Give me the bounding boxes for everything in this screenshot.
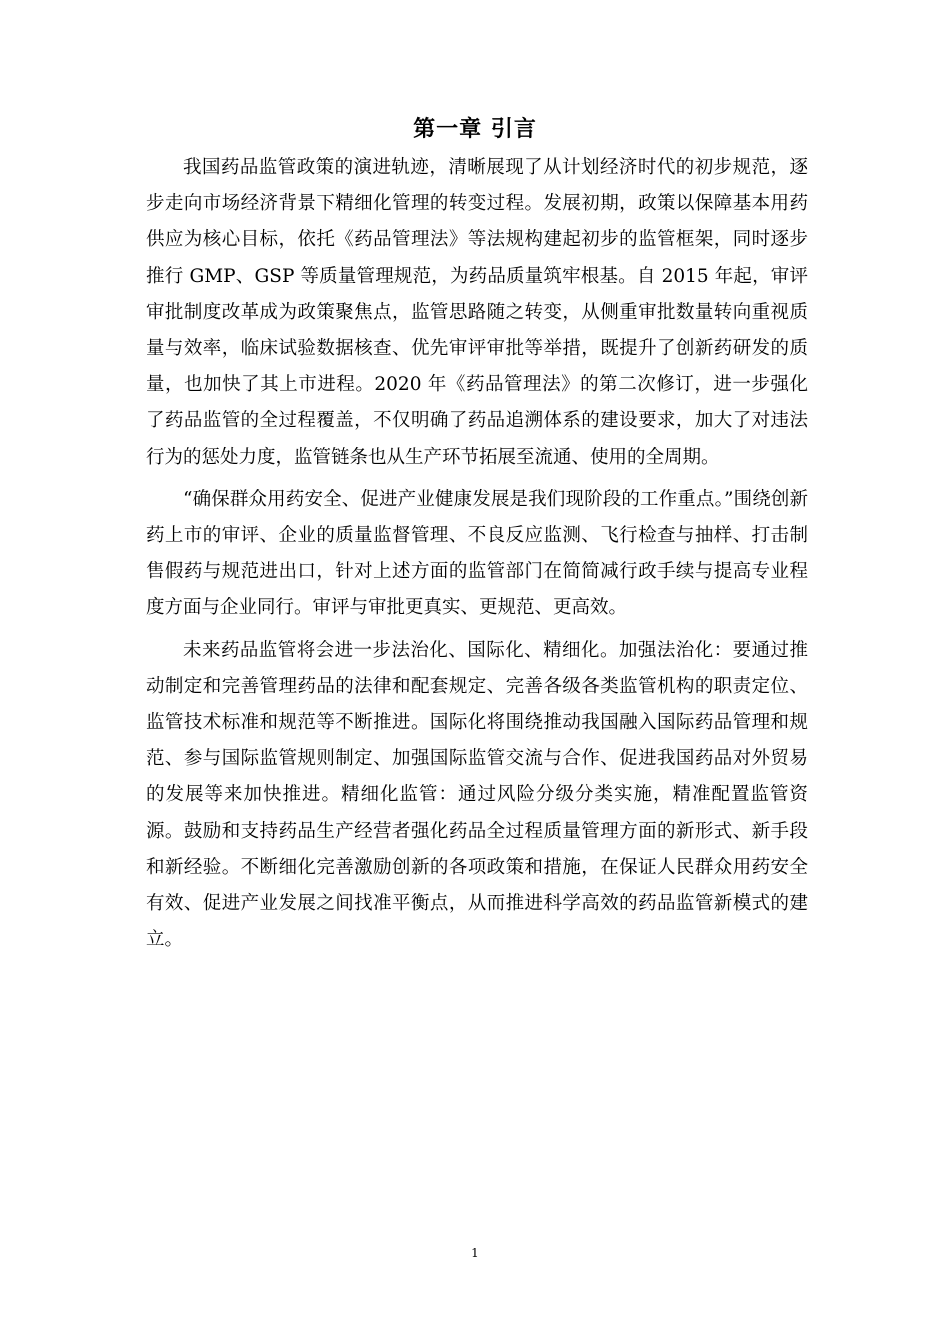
- paragraph-future-regulation: 未来药品监管将会进一步法治化、国际化、精细化。加强法治化：要通过推动制定和完善管理药品的法律和配套规定、完善各级各类监管机构的职责定位、监管技术标准和规范等不断推进。国际化将围绕推动我国融入国际药品管理和规范、参与国际监管规则制定、加强国际监管交流与合作、促进我国药品对外贸易的发展等来加快推进。精细化监管：通过风险分级分类实施，精准配置监管资源。鼓励和支持药品生产经营者强化药品全过程质量管理方面的新形式、新手段和新经验。不断细化完善激励创新的各项政策和措施，在保证人民群众用药安全有效、促进产业发展之间找准平衡点，从而推进科学高效的药品监管新模式的建立。: [146, 639, 808, 951]
- body-text: [146, 150, 808, 964]
- chapter-title: 第一章 引言: [413, 117, 537, 142]
- paragraph-work-focus: “确保群众用药安全、促进产业健康发展是我们现阶段的工作重点。”围绕创新药上市的审评、企业的质量监督管理、不良反应监测、飞行检查与抽样、打击制售假药与规范进出口，针对上述方面的监管部门在简简减行政手续与提高专业程度方面与企业同行。审评与审批更真实、更规范、更高效。: [146, 488, 808, 619]
- paragraph-policy-evolution: 我国药品监管政策的演进轨迹，清晰展现了从计划经济时代的初步规范，逐步走向市场经济背景下精细化管理的转变过程。发展初期，政策以保障基本用药供应为核心目标，依托《药品管理法》等法规构建起初步的监管框架，同时逐步推行 GMP、GSP 等质量管理规范，为药品质量筑牢根基。自 2015 年起，审评审批制度改革成为政策聚焦点，监管思路随之转变，从侧重审批数量转向重视质量与效率，临床试验数据核查、优先审评审批等举措，既提升了创新药研发的质量，也加快了其上市进程。2020 年《药品管理法》的第二次修订，进一步强化了药品监管的全过程覆盖，不仅明确了药品追溯体系的建设要求，加大了对违法行为的惩处力度，监管链条也从生产环节拓展至流通、使用的全周期。: [146, 157, 808, 468]
- page-number: 1: [471, 1246, 479, 1260]
